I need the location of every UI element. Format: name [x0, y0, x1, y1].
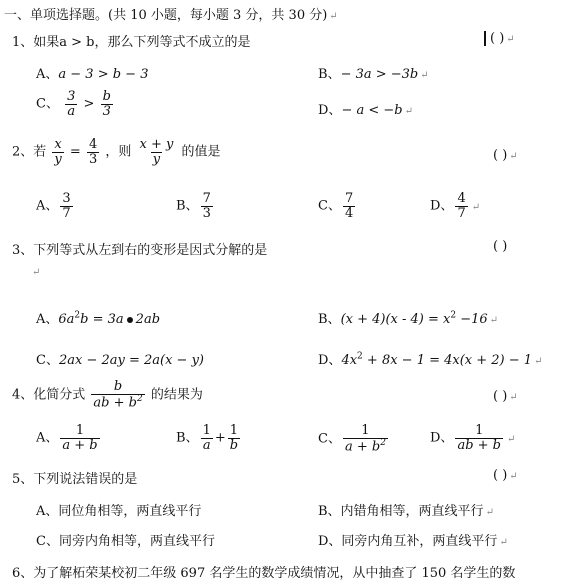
question-3-stem: 3、下列等式从左到右的变形是因式分解的是: [12, 243, 268, 258]
text-cursor-icon: [484, 31, 486, 46]
q4-option-b[interactable]: B、 $\frac{1}{a}$ + $\frac{1}{b}$: [176, 423, 239, 453]
q2-option-d[interactable]: D、 $\frac{4}{7}$ ↵: [430, 191, 481, 221]
q1-option-b[interactable]: B、− 3a > −3b ↵: [318, 67, 429, 82]
q2-option-b[interactable]: B、 $\frac{7}{3}$: [176, 191, 211, 221]
q5-option-d[interactable]: D、同旁内角互补，两直线平行 ↵: [318, 534, 508, 549]
q4-option-d[interactable]: D、 $\frac{1}{ab + b}$ ↵: [430, 423, 516, 453]
paragraph-mark-icon: ↵: [329, 11, 338, 22]
fraction: $\frac{7}{3}$: [202, 191, 211, 221]
fraction: $\frac{1}{b}$: [229, 423, 239, 453]
question-5-stem: 5、下列说法错误的是: [12, 472, 138, 487]
section-title: 一、单项选择题。(共 10 小题，每小题 3 分，共 30 分) ↵: [4, 8, 338, 23]
fraction: $\frac{1}{a + b^2}$: [344, 423, 386, 454]
q4-option-a[interactable]: A、 $\frac{1}{a + b}$: [36, 423, 98, 453]
q5-option-a[interactable]: A、同位角相等，两直线平行: [36, 504, 202, 519]
fraction: $\frac{3}{a}$: [67, 89, 76, 119]
question-4-stem: 4、化简分式 $\frac{b}{ab + b^2}$ 的结果为: [12, 379, 203, 410]
q2-option-a[interactable]: A、 $\frac{3}{7}$: [36, 191, 71, 221]
question-5-answer-paren[interactable]: ( ) ↵: [493, 468, 518, 483]
q1-option-d[interactable]: D、− a < −b ↵: [318, 103, 413, 118]
q1-option-c[interactable]: C、 $\frac{3}{a}$ > $\frac{b}{3}$: [36, 89, 111, 119]
fraction: $\frac{1}{a + b}$: [62, 423, 98, 453]
q3-option-c[interactable]: C、2ax − 2ay = 2a(x − y): [36, 353, 204, 368]
fraction: $\frac{b}{3}$: [102, 89, 111, 119]
q3-option-d[interactable]: D、$4x^2 + 8x - 1 = 4x(x + 2) - 1$ ↵: [318, 351, 543, 368]
fraction: $\frac{b}{ab + b^2}$: [93, 379, 143, 410]
fraction: $\frac{4}{7}$: [457, 191, 466, 221]
question-6-stem: 6、为了解柘荣某校初二年级 697 名学生的数学成绩情况，从中抽查了 150 名学生的数: [12, 566, 516, 581]
q1-option-a[interactable]: A、a − 3 > b − 3: [36, 67, 149, 82]
q4-option-c[interactable]: C、 $\frac{1}{a + b^2}$: [318, 423, 386, 454]
bullet-dot-icon: [127, 317, 133, 323]
question-2-answer-paren[interactable]: ( ) ↵: [493, 148, 518, 163]
fraction: $\frac{x + y}{y}$: [139, 137, 174, 167]
fraction: $\frac{x}{y}$: [54, 137, 62, 167]
fraction: $\frac{1}{ab + b}$: [457, 423, 501, 453]
paragraph-mark-icon: ↵: [32, 267, 41, 278]
fraction: $\frac{3}{7}$: [62, 191, 71, 221]
q5-option-b[interactable]: B、内错角相等，两直线平行 ↵: [318, 504, 494, 519]
fraction: $\frac{7}{4}$: [344, 191, 354, 221]
question-4-answer-paren[interactable]: ( ) ↵: [493, 389, 518, 404]
question-1-stem: 1、如果a > b，那么下列等式不成立的是: [12, 35, 251, 50]
question-3-answer-paren[interactable]: ( ): [493, 239, 508, 254]
fraction: $\frac{4}{3}$: [88, 137, 98, 167]
q3-option-b[interactable]: B、$(x + 4)(x - 4) = x^2 -16$ ↵: [318, 310, 499, 327]
q5-option-c[interactable]: C、同旁内角相等，两直线平行: [36, 534, 215, 549]
q2-option-c[interactable]: C、 $\frac{7}{4}$: [318, 191, 354, 221]
question-1-answer-paren[interactable]: ( ) ↵: [484, 31, 515, 46]
fraction: $\frac{1}{a}$: [202, 423, 211, 453]
q3-option-a[interactable]: A、$6a^2b = 3a$ 2ab: [36, 310, 161, 327]
question-2-stem: 2、若 $\frac{x}{y}$ = $\frac{4}{3}$ ，则 $\frac{x + y}{y}$ 的值是: [12, 137, 221, 167]
